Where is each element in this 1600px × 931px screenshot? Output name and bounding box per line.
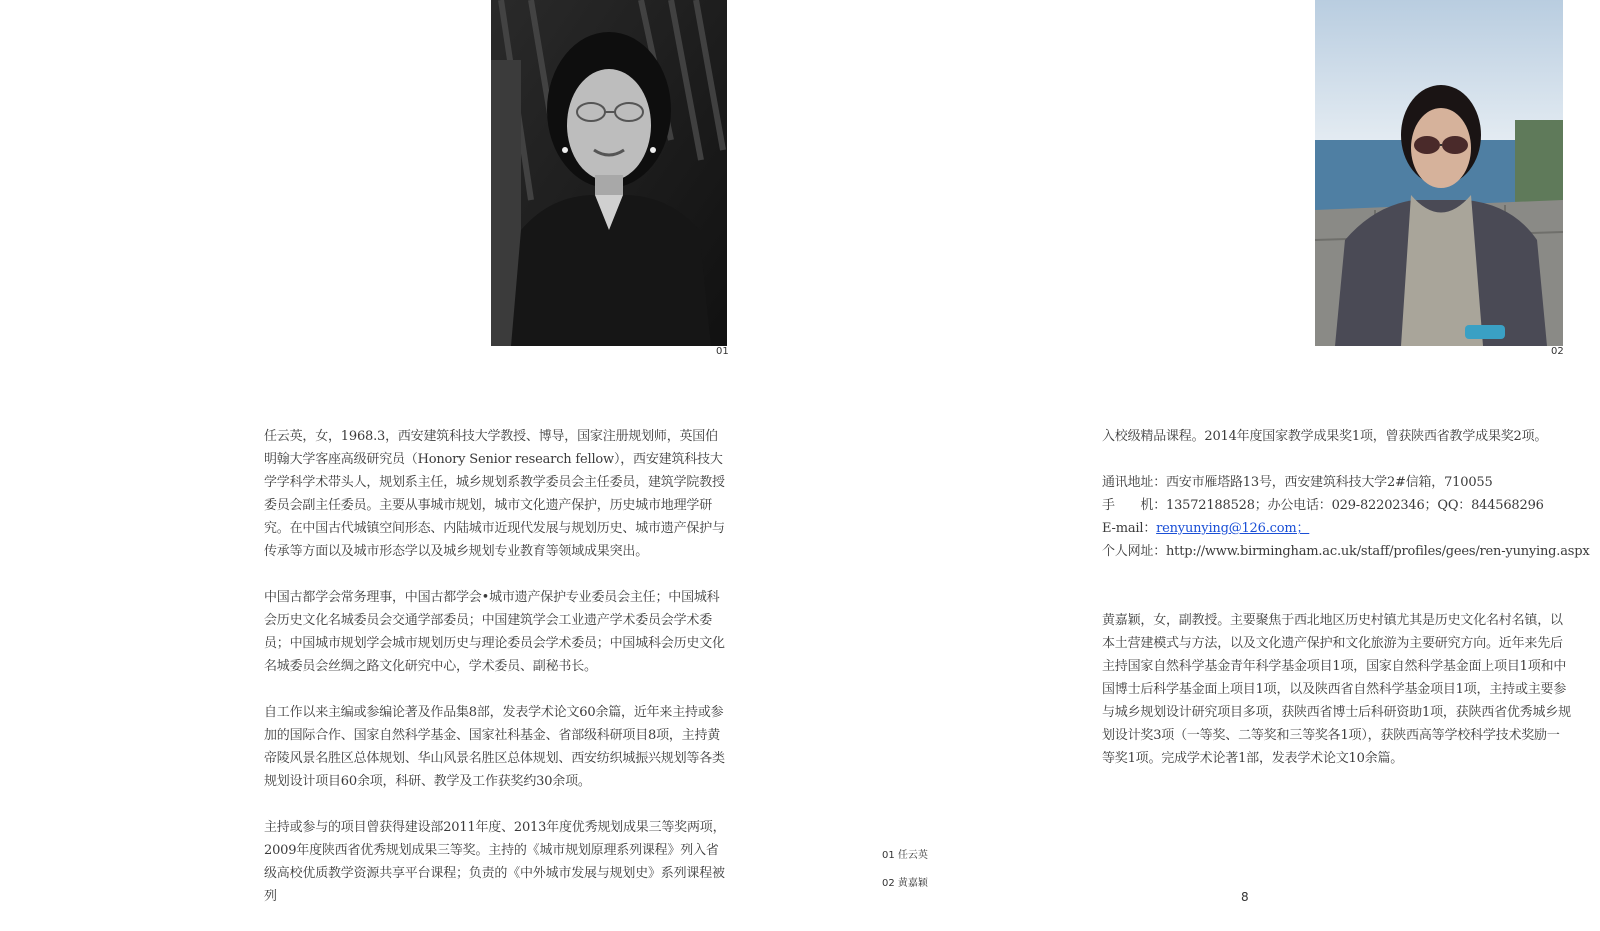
left-text-column (264, 425, 730, 931)
email-label: E-mail： (1102, 521, 1157, 536)
email-link[interactable]: renyunying@126.com； (1156, 521, 1310, 536)
caption-2: 02 黄嘉颖 (882, 878, 928, 889)
photo-captions (882, 842, 928, 898)
contact-block (1102, 471, 1590, 563)
bio-continuation: 入校级精品课程。2014年度国家教学成果奖1项，曾获陕西省教学成果奖2项。 (1102, 429, 1548, 444)
contact-phone: 手 机：13572188528；办公电话：029-82202346；QQ：844568296 (1102, 498, 1544, 513)
portrait-color-woman-icon (1315, 0, 1563, 346)
spacer (1102, 563, 1572, 586)
bio-paragraph-2: 中国古都学会常务理事，中国古都学会•城市遗产保护专业委员会主任；中国城科会历史文化名城委员会交通学部委员；中国建筑学会工业遗产学术委员会学术委员；中国城市规划学会城市规划历史与理论委员会学术委员；中国城科会历史文化名城委员会丝绸之路文化研究中心，学术委员、副秘书长。 (264, 590, 725, 674)
right-text-column (1102, 425, 1590, 793)
bio-paragraph-3: 自工作以来主编或参编论著及作品集8部，发表学术论文60余篇，近年来主持或参加的国际合作、国家自然科学基金、国家社科基金、省部级科研项目8项，主持黄帝陵风景名胜区总体规划、华山风景名胜区总体规划、西安纺织城振兴规划等各类规划设计项目60余项，科研、教学及工作获奖约30余项。 (264, 705, 725, 789)
bio-paragraph-1: 任云英，女，1968.3，西安建筑科技大学教授、博导，国家注册规划师，英国伯明翰大学客座高级研究员（Honory Senior research fellow），西安建筑科技大学学科学术带头人，规划系主任，城乡规划系教学委员会主任委员，建筑学院教授委员会副主任委员。主要从事城市规划，城市文化遗产保护，历史城市地理学研究。在中国古代城镇空间形态、内陆城市近现代发展与规划历史、城市遗产保护与传承等方面以及城市形态学以及城乡规划专业教育等领域成果突出。 (264, 429, 725, 559)
page-number: 8 (1241, 890, 1249, 904)
contact-website: 个人网址：http://www.birmingham.ac.uk/staff/profiles/gees/ren-yunying.aspx (1102, 544, 1590, 559)
caption-1: 01 任云英 (882, 850, 928, 861)
contact-address: 通讯地址：西安市雁塔路13号，西安建筑科技大学2#信箱，710055 (1102, 475, 1493, 490)
bio-paragraph-4: 主持或参与的项目曾获得建设部2011年度、2013年度优秀规划成果三等奖两项，2009年度陕西省优秀规划成果三等奖。主持的《城市规划原理系列课程》列入省级高校优质教学资源共享平台课程；负责的《中外城市发展与规划史》系列课程被列 (264, 820, 726, 904)
portrait-bw-woman-icon (491, 0, 727, 346)
photo-2-number: 02 (1551, 346, 1564, 357)
photo-1-number: 01 (716, 346, 729, 357)
spacer (1102, 586, 1572, 609)
contact-email-line (1102, 517, 1572, 540)
portrait-photo-1 (491, 0, 727, 346)
portrait-photo-2 (1315, 0, 1563, 346)
bio-paragraph-huang: 黄嘉颖，女，副教授。主要聚焦于西北地区历史村镇尤其是历史文化名村名镇，以本土营建模式与方法，以及文化遗产保护和文化旅游为主要研究方向。近年来先后主持国家自然科学基金青年科学基金项目1项，国家自然科学基金面上项目1项和中国博士后科学基金面上项目1项，以及陕西省自然科学基金项目1项，主持或主要参与城乡规划设计研究项目多项，获陕西省博士后科研资助1项，获陕西省优秀城乡规划设计奖3项（一等奖、二等奖和三等奖各1项），获陕西高等学校科学技术奖励一等奖1项。完成学术论著1部，发表学术论文10余篇。 (1102, 613, 1571, 766)
